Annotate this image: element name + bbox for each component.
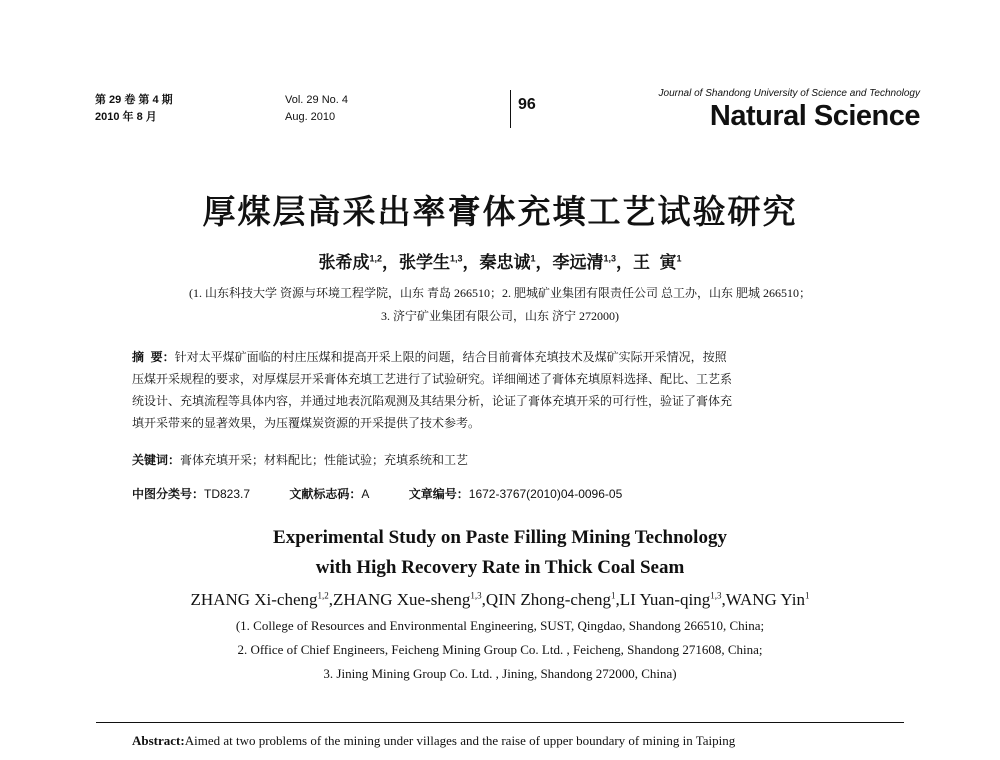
- author-cn: 秦忠诚$^1$: [479, 253, 536, 272]
- journal-name: Journal of Shandong University of Science and Technology: [658, 88, 920, 99]
- keywords-cn-text: 膏体充填开采；材料配比；性能试验；充填系统和工艺: [180, 453, 469, 467]
- affiliation-en-line: (1. College of Resources and Environmental Engineering, SUST, Qingdao, Shandong 266510, China;: [235, 618, 765, 633]
- volume-en: Vol. 29 No. 4: [285, 94, 348, 106]
- title-cn: 厚煤层高采出率膏体充填工艺试验研究: [202, 195, 798, 231]
- classification-line: [132, 485, 892, 502]
- issue-info-cn: [95, 92, 173, 126]
- abstract-en-label: Abstract:: [132, 733, 185, 748]
- author-cn: 张希成$^{1,2}$: [318, 253, 382, 272]
- date-cn: 2010 年 8 月: [95, 111, 157, 123]
- abstract-cn-line: 压煤开采规程的要求，对厚煤层开采膏体充填工艺进行了试验研究。详细阐述了膏体充填原料选择、配比、工艺系: [132, 372, 733, 386]
- abstract-cn-line: 统设计、充填流程等具体内容，并通过地表沉陷观测及其结果分析，论证了膏体充填开采的可行性，验证了膏体充: [132, 394, 733, 408]
- volume-cn: 第 29 卷 第 4 期: [95, 94, 173, 106]
- section-divider: [96, 722, 904, 723]
- author-cn: 李远清$^{1,3}$: [552, 253, 617, 272]
- document-code: 文献标志码：A: [289, 487, 370, 501]
- author-cn: 张学生$^{1,3}$: [399, 253, 463, 272]
- author-en: ZHANG Xue-sheng$^{1,3}$: [333, 590, 482, 609]
- clc-number: 中图分类号：TD823.7: [132, 487, 251, 501]
- article-number: 文章编号：1672-3767(2010)04-0096-05: [408, 487, 623, 501]
- author-cn: 王 寅$^1$: [633, 253, 682, 272]
- abstract-en: [132, 733, 892, 749]
- abstract-cn-line: 摘 要：针对太平煤矿面临的村庄压煤和提高开采上限的问题，结合目前膏体充填技术及煤矿实际开采情况，按照: [132, 350, 727, 364]
- date-en: Aug. 2010: [285, 111, 336, 123]
- keywords-cn: [132, 451, 468, 468]
- issue-info-en: [285, 92, 348, 126]
- keywords-cn-label: 关键词：: [132, 453, 181, 467]
- affiliation-en-line: 3. Jining Mining Group Co. Ltd. , Jining, Shandong 272000, China): [323, 666, 677, 681]
- page-number: 96: [518, 96, 536, 113]
- affiliation-cn-line: 3. 济宁矿业集团有限公司，山东 济宁 272000): [381, 309, 619, 323]
- affiliation-cn-line: (1. 山东科技大学 资源与环境工程学院，山东 青岛 266510；2. 肥城矿业集团有限责任公司 总工办，山东 肥城 266510；: [189, 286, 811, 300]
- abstract-cn-line: 填开采带来的显著效果，为压覆煤炭资源的开采提供了技术参考。: [132, 416, 481, 430]
- title-en-line: Experimental Study on Paste Filling Mining Technology: [273, 527, 727, 548]
- author-en: QIN Zhong-cheng$^1$: [485, 590, 616, 609]
- authors-en: ZHANG Xi-cheng$^{1,2}$,ZHANG Xue-sheng$^{1,3}$,QIN Zhong-cheng$^1$,LI Yuan-qing$^{1,3}$,WANG Yin$^1$: [190, 590, 810, 609]
- author-en: WANG Yin$^1$: [725, 590, 810, 609]
- journal-section: Natural Science: [709, 100, 920, 132]
- abstract-cn: [132, 346, 884, 434]
- author-en: LI Yuan-qing$^{1,3}$: [619, 590, 722, 609]
- title-en-line: with High Recovery Rate in Thick Coal Seam: [315, 557, 685, 578]
- header-divider: [510, 90, 511, 128]
- author-en: ZHANG Xi-cheng$^{1,2}$: [190, 590, 329, 609]
- authors-cn: 张希成$^{1,2}$，张学生$^{1,3}$，秦忠诚$^1$，李远清$^{1,3}$，王 寅$^1$: [318, 253, 682, 272]
- abstract-cn-label: 摘 要：: [132, 350, 175, 364]
- journal-header: [0, 90, 1000, 140]
- affiliation-en-line: 2. Office of Chief Engineers, Feicheng Mining Group Co. Ltd. , Feicheng, Shandong 271608, China;: [237, 642, 763, 657]
- abstract-en-text: Aimed at two problems of the mining under villages and the raise of upper boundary of mining in Taiping: [184, 733, 736, 748]
